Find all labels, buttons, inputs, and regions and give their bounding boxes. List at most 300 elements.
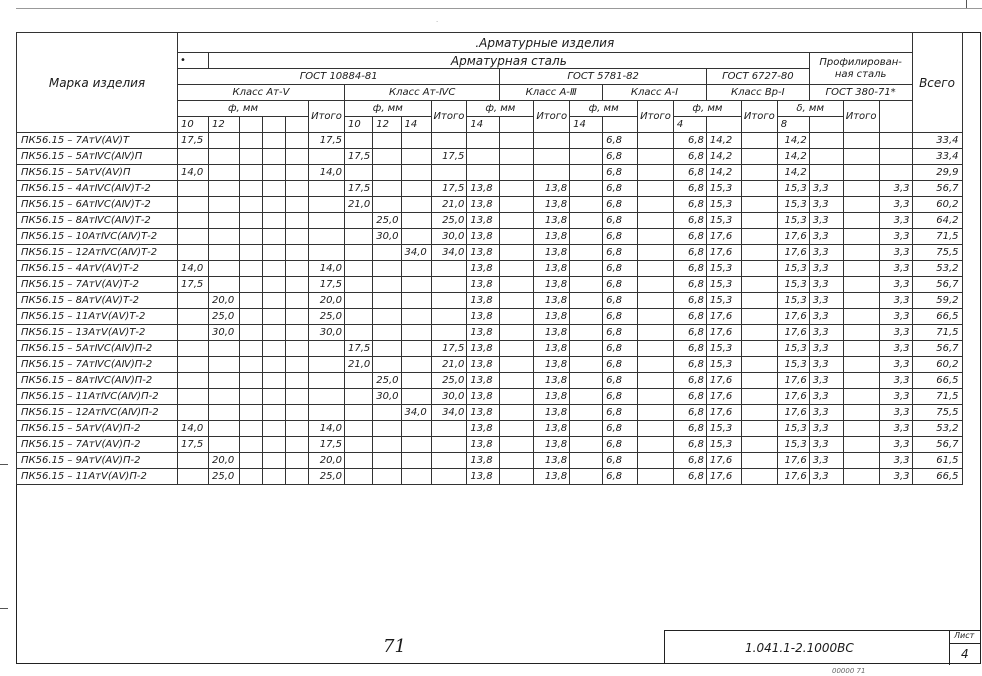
value-cell: 13,8 (467, 437, 500, 453)
value-cell (570, 229, 603, 245)
value-cell (570, 437, 603, 453)
value-cell: 34,0 (401, 245, 431, 261)
product-mark: ПК56.15 – 6АтⅣС(АⅣ)Т-2 (17, 197, 178, 213)
value-cell: 6,8 (603, 389, 638, 405)
subtotal-cell: 3,3 (879, 261, 912, 277)
value-cell (286, 469, 309, 485)
value-cell (638, 277, 674, 293)
value-cell (638, 437, 674, 453)
product-mark: ПК56.15 – 11АтⅤ(АⅤ)П-2 (17, 469, 178, 485)
value-cell (263, 245, 286, 261)
value-cell: 6,8 (603, 149, 638, 165)
subtitle: Арматурная сталь (209, 53, 810, 69)
subtotal-cell: 25,0 (309, 309, 345, 325)
value-cell (263, 437, 286, 453)
subtotal-cell (431, 277, 467, 293)
value-cell (741, 149, 777, 165)
subtotal-cell: 30,0 (309, 325, 345, 341)
top-dot: · (436, 19, 438, 26)
value-cell (500, 325, 534, 341)
subtotal-cell (309, 373, 345, 389)
value-cell: 13,8 (467, 229, 500, 245)
total-cell: 61,5 (912, 453, 962, 469)
value-cell (178, 229, 209, 245)
value-cell (286, 293, 309, 309)
value-cell (570, 245, 603, 261)
dot-marker: • (178, 53, 209, 69)
value-cell (843, 133, 879, 149)
value-cell (178, 453, 209, 469)
value-cell: 25,0 (373, 373, 401, 389)
value-cell: 3,3 (809, 181, 843, 197)
value-cell (240, 389, 263, 405)
product-mark: ПК56.15 – 11АтⅤ(АⅤ)Т-2 (17, 309, 178, 325)
value-cell (638, 181, 674, 197)
class-vr1: Класс Вр-I (706, 85, 809, 101)
value-cell (500, 469, 534, 485)
total-cell: 56,7 (912, 341, 962, 357)
subtotal-cell: 14,2 (777, 149, 809, 165)
table-row (17, 309, 963, 325)
value-cell (500, 421, 534, 437)
subtotal-cell: 13,8 (534, 437, 570, 453)
value-cell (263, 277, 286, 293)
value-cell (843, 149, 879, 165)
subtotal-cell: 6,8 (673, 165, 706, 181)
subtotal-cell (309, 357, 345, 373)
subtotal-cell: 3,3 (879, 341, 912, 357)
value-cell (570, 181, 603, 197)
value-cell (500, 197, 534, 213)
subtotal-cell (309, 229, 345, 245)
value-cell (638, 453, 674, 469)
value-cell (178, 389, 209, 405)
value-cell (401, 261, 431, 277)
value-cell: 6,8 (603, 197, 638, 213)
value-cell (401, 421, 431, 437)
value-cell: 6,8 (603, 357, 638, 373)
value-cell: 13,8 (467, 309, 500, 325)
subtotal-cell: 15,3 (777, 421, 809, 437)
value-cell (638, 293, 674, 309)
value-cell (373, 341, 401, 357)
subtotal-cell: 13,8 (534, 421, 570, 437)
value-cell (240, 341, 263, 357)
value-cell (209, 213, 240, 229)
value-cell (240, 309, 263, 325)
value-cell (209, 421, 240, 437)
value-cell: 13,8 (467, 357, 500, 373)
value-cell (843, 389, 879, 405)
subtotal-cell: 6,8 (673, 181, 706, 197)
value-cell (843, 405, 879, 421)
value-cell (843, 357, 879, 373)
delta-mm: δ, мм (777, 101, 843, 117)
value-cell (263, 181, 286, 197)
value-cell (570, 309, 603, 325)
subtotal-cell: 13,8 (534, 277, 570, 293)
value-cell (500, 405, 534, 421)
phi-mm-5: ф, мм (673, 101, 741, 117)
value-cell (209, 261, 240, 277)
reinforcement-spec-table (16, 32, 963, 485)
value-cell (345, 437, 373, 453)
value-cell (286, 453, 309, 469)
product-mark: ПК56.15 – 9АтⅤ(АⅤ)П-2 (17, 453, 178, 469)
subtotal-cell (879, 149, 912, 165)
margin-tick (0, 464, 8, 465)
value-cell: 6,8 (603, 293, 638, 309)
subtotal-cell: 14,0 (309, 421, 345, 437)
subtotal-cell: 3,3 (879, 245, 912, 261)
value-cell: 3,3 (809, 197, 843, 213)
value-cell (638, 389, 674, 405)
value-cell (263, 341, 286, 357)
value-cell (286, 357, 309, 373)
value-cell (570, 165, 603, 181)
value-cell: 15,3 (706, 421, 741, 437)
value-cell (373, 181, 401, 197)
value-cell (638, 341, 674, 357)
value-cell: 15,3 (706, 261, 741, 277)
value-cell: 25,0 (209, 309, 240, 325)
subtotal-cell: 25,0 (431, 213, 467, 229)
subtotal-cell (309, 245, 345, 261)
subtotal-cell (309, 213, 345, 229)
value-cell (178, 293, 209, 309)
value-cell (843, 229, 879, 245)
value-cell: 6,8 (603, 325, 638, 341)
table-row (17, 181, 963, 197)
subtotal-cell (309, 389, 345, 405)
total-cell: 56,7 (912, 277, 962, 293)
subtotal-cell: 15,3 (777, 341, 809, 357)
table-row (17, 325, 963, 341)
subtotal-cell: 13,8 (534, 197, 570, 213)
value-cell (500, 357, 534, 373)
value-cell (240, 133, 263, 149)
value-cell (286, 245, 309, 261)
subtotal-cell (431, 165, 467, 181)
subtotal-cell: 13,8 (534, 293, 570, 309)
value-cell (209, 437, 240, 453)
value-cell (401, 469, 431, 485)
phi-mm-1: ф, мм (178, 101, 309, 117)
value-cell: 13,8 (467, 197, 500, 213)
value-cell (286, 165, 309, 181)
subtotal-cell: 6,8 (673, 469, 706, 485)
subtotal-cell: 3,3 (879, 293, 912, 309)
value-cell: 21,0 (345, 197, 373, 213)
subtotal-cell (309, 149, 345, 165)
value-cell (345, 165, 373, 181)
subtotal-cell: 6,8 (673, 149, 706, 165)
value-cell (209, 357, 240, 373)
subtotal-cell: 20,0 (309, 453, 345, 469)
value-cell (373, 197, 401, 213)
value-cell: 13,8 (467, 469, 500, 485)
value-cell: 17,5 (178, 277, 209, 293)
subtotal-cell: 3,3 (879, 373, 912, 389)
value-cell (638, 373, 674, 389)
value-cell: 14,2 (706, 149, 741, 165)
subtotal-cell: 14,0 (309, 261, 345, 277)
subtotal-cell: 3,3 (879, 437, 912, 453)
subtotal-cell: 17,6 (777, 453, 809, 469)
product-mark: ПК56.15 – 5АтⅣС(АⅣ)П-2 (17, 341, 178, 357)
value-cell (286, 373, 309, 389)
subtotal-cell (431, 293, 467, 309)
value-cell (263, 453, 286, 469)
subtotal-cell: 15,3 (777, 261, 809, 277)
value-cell (570, 421, 603, 437)
value-cell: 15,3 (706, 213, 741, 229)
itogo-6: Итого (843, 101, 879, 133)
value-cell: 30,0 (209, 325, 240, 341)
subtotal-cell: 6,8 (673, 405, 706, 421)
sheet-box (949, 631, 981, 665)
value-cell (209, 405, 240, 421)
value-cell (843, 293, 879, 309)
value-cell (373, 149, 401, 165)
value-cell (286, 181, 309, 197)
value-cell (178, 149, 209, 165)
subtotal-cell: 3,3 (879, 309, 912, 325)
value-cell (741, 293, 777, 309)
value-cell: 6,8 (603, 309, 638, 325)
value-cell (741, 341, 777, 357)
value-cell (401, 357, 431, 373)
subtotal-cell (431, 261, 467, 277)
value-cell (286, 341, 309, 357)
itogo-2: Итого (431, 101, 467, 133)
value-cell (345, 325, 373, 341)
value-cell (286, 197, 309, 213)
value-cell (263, 293, 286, 309)
value-cell (741, 197, 777, 213)
value-cell (570, 373, 603, 389)
value-cell: 6,8 (603, 421, 638, 437)
subtotal-cell: 30,0 (431, 229, 467, 245)
value-cell (500, 245, 534, 261)
value-cell (373, 421, 401, 437)
value-cell (286, 133, 309, 149)
value-cell (373, 405, 401, 421)
value-cell (263, 469, 286, 485)
value-cell (345, 213, 373, 229)
product-mark: ПК56.15 – 8АтⅣС(АⅣ)П-2 (17, 373, 178, 389)
value-cell (741, 373, 777, 389)
value-cell: 15,3 (706, 437, 741, 453)
subtotal-cell: 13,8 (534, 389, 570, 405)
value-cell (741, 261, 777, 277)
value-cell (209, 165, 240, 181)
value-cell: 6,8 (603, 245, 638, 261)
value-cell: 3,3 (809, 421, 843, 437)
value-cell (570, 149, 603, 165)
value-cell: 15,3 (706, 181, 741, 197)
sheet-number: 4 (961, 647, 969, 661)
value-cell (401, 197, 431, 213)
subtotal-cell: 6,8 (673, 373, 706, 389)
value-cell (809, 165, 843, 181)
value-cell (240, 357, 263, 373)
value-cell: 6,8 (603, 469, 638, 485)
value-cell (500, 213, 534, 229)
value-cell (401, 181, 431, 197)
value-cell (570, 293, 603, 309)
subtotal-cell: 6,8 (673, 245, 706, 261)
value-cell (263, 357, 286, 373)
footer-mark: 00000 71 (832, 667, 866, 675)
value-cell (263, 197, 286, 213)
subtotal-cell: 17,6 (777, 405, 809, 421)
value-cell (638, 325, 674, 341)
value-cell (500, 165, 534, 181)
value-cell (178, 309, 209, 325)
value-cell (345, 245, 373, 261)
value-cell: 6,8 (603, 133, 638, 149)
value-cell: 13,8 (467, 389, 500, 405)
value-cell (638, 229, 674, 245)
value-cell (741, 277, 777, 293)
product-mark: ПК56.15 – 7АтⅤ(АⅤ)Т (17, 133, 178, 149)
value-cell (570, 261, 603, 277)
value-cell (263, 213, 286, 229)
total-cell: 71,5 (912, 389, 962, 405)
value-cell (741, 229, 777, 245)
value-cell: 30,0 (373, 389, 401, 405)
value-cell (570, 341, 603, 357)
value-cell: 15,3 (706, 341, 741, 357)
value-cell (570, 325, 603, 341)
value-cell: 17,6 (706, 469, 741, 485)
value-cell (263, 325, 286, 341)
value-cell: 17,5 (178, 437, 209, 453)
value-cell: 3,3 (809, 373, 843, 389)
value-cell (240, 181, 263, 197)
value-cell (263, 309, 286, 325)
subtotal-cell (431, 309, 467, 325)
value-cell (500, 277, 534, 293)
subtotal-cell: 14,2 (777, 133, 809, 149)
value-cell: 6,8 (603, 453, 638, 469)
subtotal-cell: 6,8 (673, 389, 706, 405)
title-block (664, 630, 981, 664)
gost-6727: ГОСТ 6727-80 (706, 69, 809, 85)
table-row (17, 421, 963, 437)
value-cell (741, 309, 777, 325)
value-cell (209, 133, 240, 149)
product-mark: ПК56.15 – 5АтⅤ(АⅤ)П-2 (17, 421, 178, 437)
value-cell (286, 277, 309, 293)
value-cell: 25,0 (209, 469, 240, 485)
table-row (17, 341, 963, 357)
value-cell (570, 133, 603, 149)
subtotal-cell: 17,6 (777, 373, 809, 389)
value-cell (263, 229, 286, 245)
value-cell (240, 213, 263, 229)
value-cell (286, 229, 309, 245)
total-cell: 66,5 (912, 469, 962, 485)
value-cell (570, 357, 603, 373)
value-cell: 3,3 (809, 469, 843, 485)
value-cell (373, 309, 401, 325)
value-cell (500, 149, 534, 165)
value-cell (843, 421, 879, 437)
subtotal-cell (309, 197, 345, 213)
subtotal-cell: 15,3 (777, 277, 809, 293)
value-cell: 3,3 (809, 437, 843, 453)
subtotal-cell: 17,5 (309, 277, 345, 293)
diam-12: 12 (209, 117, 240, 133)
value-cell (240, 453, 263, 469)
subtotal-cell (534, 149, 570, 165)
value-cell (467, 149, 500, 165)
value-cell (240, 277, 263, 293)
product-mark: ПК56.15 – 4АтⅣС(АⅣ)Т-2 (17, 181, 178, 197)
value-cell (240, 261, 263, 277)
value-cell (240, 405, 263, 421)
subtotal-cell: 3,3 (879, 405, 912, 421)
value-cell (570, 213, 603, 229)
subtotal-cell: 3,3 (879, 197, 912, 213)
product-mark: ПК56.15 – 7АтⅤ(АⅤ)П-2 (17, 437, 178, 453)
value-cell: 13,8 (467, 181, 500, 197)
subtotal-cell: 14,0 (309, 165, 345, 181)
subtotal-cell: 3,3 (879, 277, 912, 293)
value-cell: 17,5 (345, 181, 373, 197)
value-cell (809, 149, 843, 165)
total-cell: 33,4 (912, 133, 962, 149)
value-cell (178, 181, 209, 197)
total-cell: 66,5 (912, 309, 962, 325)
value-cell (240, 293, 263, 309)
value-cell (178, 245, 209, 261)
subtotal-cell: 15,3 (777, 357, 809, 373)
subtotal-cell: 13,8 (534, 213, 570, 229)
value-cell: 3,3 (809, 293, 843, 309)
value-cell (345, 405, 373, 421)
subtotal-cell: 17,6 (777, 245, 809, 261)
gost-10884: ГОСТ 10884-81 (178, 69, 500, 85)
subtotal-cell (309, 341, 345, 357)
value-cell: 3,3 (809, 277, 843, 293)
value-cell (263, 261, 286, 277)
subtotal-cell: 34,0 (431, 245, 467, 261)
value-cell (240, 229, 263, 245)
value-cell (240, 437, 263, 453)
value-cell: 13,8 (467, 421, 500, 437)
value-cell (638, 357, 674, 373)
table-row (17, 261, 963, 277)
subtotal-cell: 17,6 (777, 325, 809, 341)
value-cell (843, 341, 879, 357)
value-cell: 3,3 (809, 405, 843, 421)
value-cell: 20,0 (209, 293, 240, 309)
subtotal-cell (879, 133, 912, 149)
value-cell (401, 437, 431, 453)
sheet-label: Лист (954, 631, 975, 640)
value-cell (263, 133, 286, 149)
value-cell (401, 293, 431, 309)
value-cell (373, 165, 401, 181)
value-cell (373, 453, 401, 469)
value-cell (401, 325, 431, 341)
value-cell: 17,6 (706, 229, 741, 245)
table-row (17, 245, 963, 261)
value-cell (843, 469, 879, 485)
